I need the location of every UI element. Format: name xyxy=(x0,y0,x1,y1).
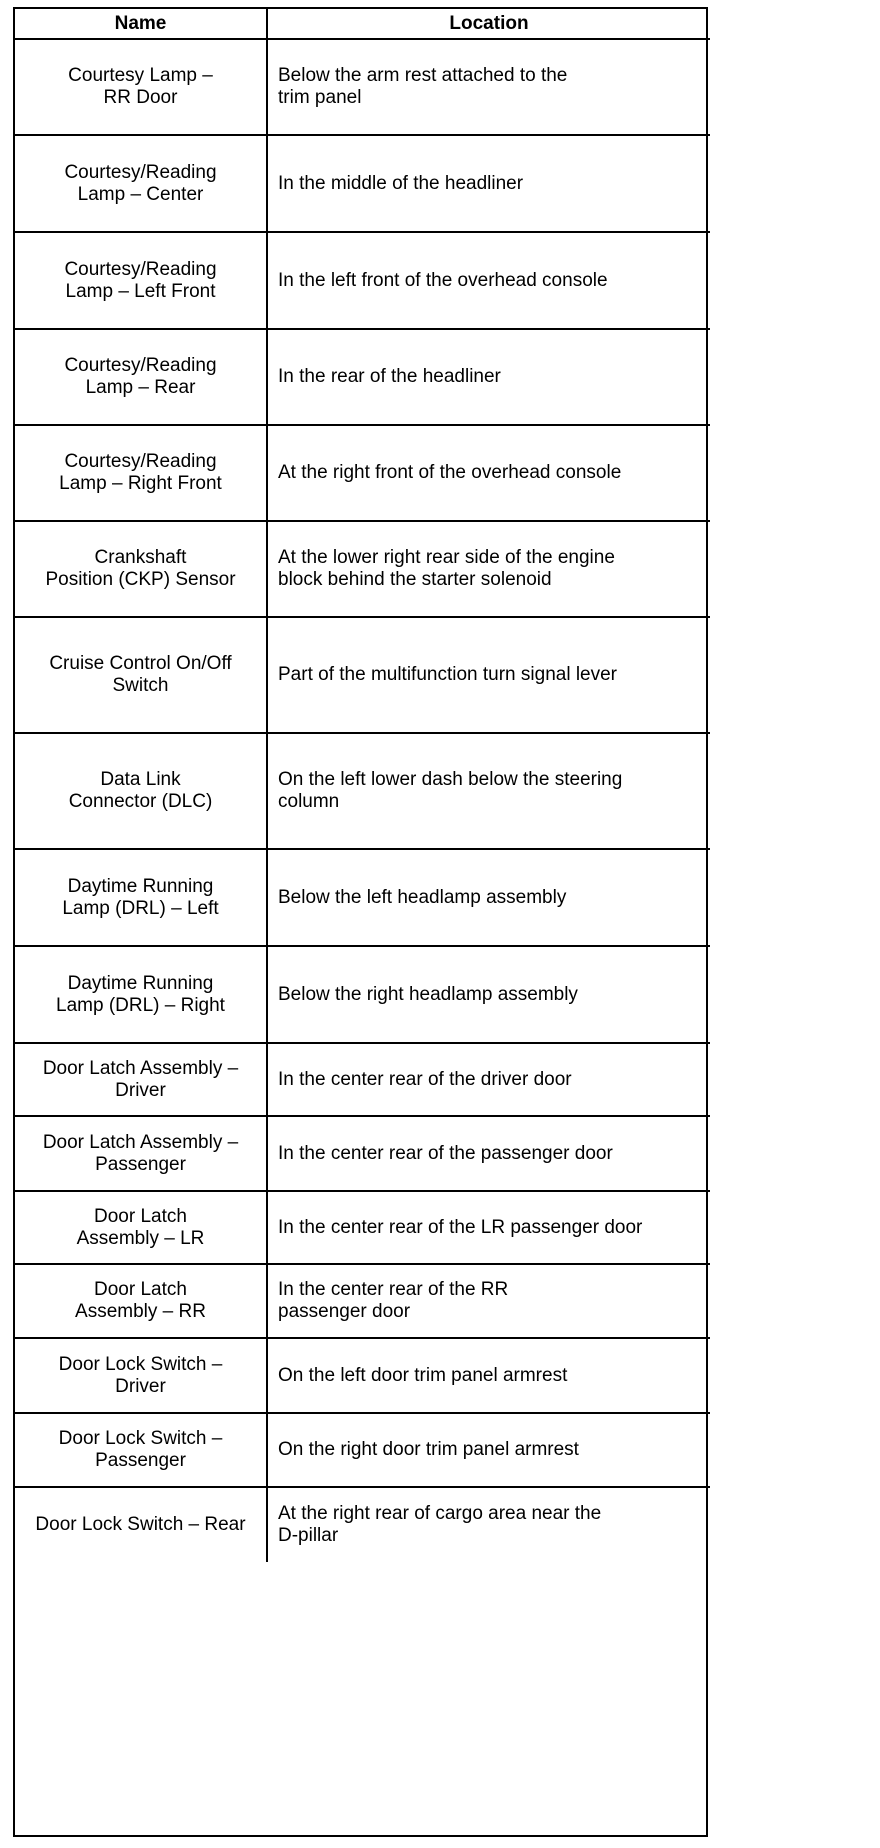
row-name: Courtesy Lamp – RR Door xyxy=(15,40,268,136)
row-location: Below the arm rest attached to the trim panel xyxy=(268,40,710,136)
row-name: Crankshaft Position (CKP) Sensor xyxy=(15,522,268,618)
row-name: Data Link Connector (DLC) xyxy=(15,734,268,850)
row-name: Door Latch Assembly – Passenger xyxy=(15,1117,268,1192)
row-location: In the left front of the overhead console xyxy=(268,233,710,330)
row-name: Daytime Running Lamp (DRL) – Right xyxy=(15,947,268,1044)
row-location: In the center rear of the passenger door xyxy=(268,1117,710,1192)
row-location: In the rear of the headliner xyxy=(268,330,710,426)
row-name: Daytime Running Lamp (DRL) – Left xyxy=(15,850,268,947)
row-location: On the left door trim panel armrest xyxy=(268,1339,710,1414)
header-location: Location xyxy=(268,9,710,40)
row-name: Courtesy/Reading Lamp – Left Front xyxy=(15,233,268,330)
row-name: Door Latch Assembly – Driver xyxy=(15,1044,268,1117)
row-name: Courtesy/Reading Lamp – Rear xyxy=(15,330,268,426)
header-name: Name xyxy=(15,9,268,40)
row-name: Door Lock Switch – Passenger xyxy=(15,1414,268,1488)
row-location: At the right rear of cargo area near the D-pillar xyxy=(278,1503,602,1546)
row-location: Below the right headlamp assembly xyxy=(268,947,710,1044)
row-name: Courtesy/Reading Lamp – Right Front xyxy=(15,426,268,522)
row-location: On the left lower dash below the steering column xyxy=(268,734,710,850)
row-name: Door Latch Assembly – RR xyxy=(15,1265,268,1339)
row-name: Courtesy/Reading Lamp – Center xyxy=(15,136,268,233)
row-location: In the center rear of the RR passenger door xyxy=(268,1265,710,1339)
row-location: Part of the multifunction turn signal lever xyxy=(268,618,710,734)
row-name: Door Latch Assembly – LR xyxy=(15,1192,268,1265)
row-location: In the center rear of the LR passenger door xyxy=(268,1192,710,1265)
row-name: Door Lock Switch – Rear xyxy=(15,1488,268,1562)
row-location: At the right front of the overhead console xyxy=(268,426,710,522)
row-location: On the right door trim panel armrest xyxy=(268,1414,710,1488)
row-location: Below the left headlamp assembly xyxy=(268,850,710,947)
row-location: In the middle of the headliner xyxy=(268,136,710,233)
row-location: At the lower right rear side of the engine block behind the starter solenoid xyxy=(268,522,710,618)
row-name: Door Lock Switch – Driver xyxy=(15,1339,268,1414)
row-name: Cruise Control On/Off Switch xyxy=(15,618,268,734)
row-location: In the center rear of the driver door xyxy=(268,1044,710,1117)
component-location-table xyxy=(13,7,708,1837)
